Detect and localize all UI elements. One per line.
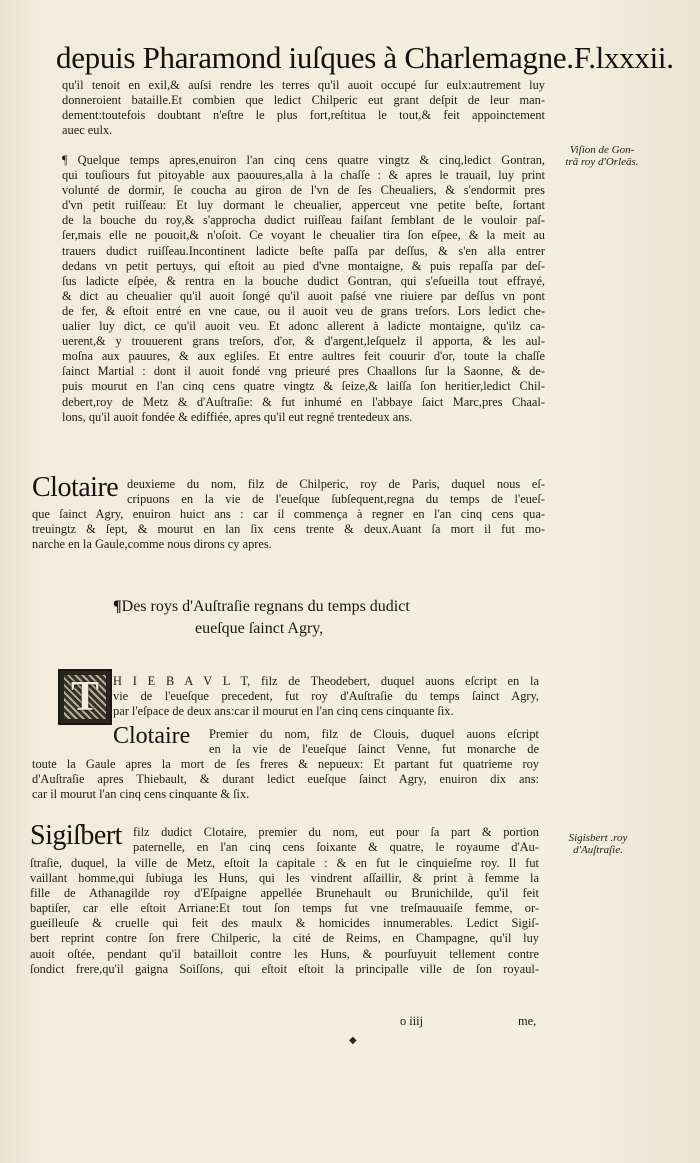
text-line: treuingtz & ſept, & mourut en lan ſix cens trente & deux.Auant ſa mort il fut mo- xyxy=(32,522,545,537)
text-line: ſtraſie, duquel, la ville de Metz, eſtoit la capitale : & en fut le cinquieſme roy. Il fut xyxy=(30,856,539,870)
text-line: ſondict frere,qu'il gaigna Soiſſons, qui eſtoit eſtoit la principalle ville de ſon royaul- xyxy=(30,961,539,976)
section-heading-line2: eueſque ſainct Agry, xyxy=(195,620,324,637)
paragraph-1 xyxy=(62,78,545,138)
text-line: vaillant homme,qui ſubiuga les Huns, qui les vindrent aſſaillir, & print à femme la xyxy=(30,871,539,886)
clotaire2-indented xyxy=(209,727,539,757)
text-line: cripuons en la vie de l'eueſque ſubſequent,regna du temps de l'eueſ- xyxy=(127,492,545,507)
text-line: baptiſer, car elle eſtoit Arriane:Et tout ſon temps fut vne treſmauuaiſe femme, or- xyxy=(30,901,539,916)
text-line: bert reprint contre ſon frere Chilperic, la cité de Reims, en Champagne, qu'il luy xyxy=(30,931,539,946)
text-line: ſus ladicte eſpée, & rentra en la bouche dudict Gontran, qui s'eſueilla tout effrayé, xyxy=(62,273,545,288)
text-line: vie de l'eueſque precedent, fut roy d'Auſtraſie du temps ſainct Agry, xyxy=(113,689,539,704)
text-line: ſer,mais elle ne pouoit,& n'oſoit. Ce voyant le cheualier tira ſon eſpee, & la meit au xyxy=(62,228,545,243)
text-line: d'vn petit ruiſſeau: Et luy dormant le cheualier, apperceut vne petite beſte, ſortant xyxy=(62,198,545,213)
text-line: debert,roy de Metz & d'Auſtraſie: & fut inhumé en l'abbaye ſaict Marc,pres Chaal- xyxy=(62,394,545,409)
text-line: auoit oſtée, pendant qu'il batailloit contre les Huns, & pourſuyuit tellement contre xyxy=(30,946,539,961)
text-line: toute la Gaule apres la mort de ſes freres & nepueux: Et partant fut quatrieme roy xyxy=(32,757,539,771)
text-line: uerent,& y trouuerent grans treſors, d'or, & d'argent,leſquelz il apporta, & les aul- xyxy=(62,334,545,349)
text-line: donneroient bataille.Et combien que ledict Chilperic eut grant deſpit de leur man- xyxy=(62,93,545,108)
text-line: Premier du nom, filz de Clouis, duquel auons eſcript xyxy=(209,727,539,741)
text-line: paternelle, en l'an cinq cens ſoixante & quatre, le royaume d'Au- xyxy=(133,840,539,855)
text-line: qu'il tenoit en exil,& auſsi rendre les terres qu'il auoit occupé ſur eulx:autrement luy xyxy=(62,78,545,92)
text-line: car il mourut l'an cinq cens cinquante & ſix. xyxy=(32,787,250,802)
sigisbert-body xyxy=(30,856,539,977)
text-line: d'Auſtraſie apres Thiebault, & durant ledict eueſque ſainct Agry, enuiron dix ans: xyxy=(32,772,539,787)
margin-note-sigisbert: Sigisbert .roy d'Auſtraſie. xyxy=(568,832,628,856)
text-line: trauers dudict ruiſſeau.Incontinent ladicte beſte paſſa par deſſus, & s'en alla entrer xyxy=(62,243,545,258)
text-line: en la vie de l'eueſque ſainct Venne, fut monarche de xyxy=(209,742,539,757)
text-line: dement:toutefois doubtant n'eſtre le plus fort,reſtitua le tout,& feit appoinctement xyxy=(62,108,545,123)
clotaire-name-heading: Clotaire xyxy=(32,472,119,503)
text-line: que ſainct Agry, enuiron huict ans : car il commença à regner en l'an cinq cens qua- xyxy=(32,507,545,521)
sigisbert-indented xyxy=(133,825,539,855)
text-line: ualier luy dict, ce qu'il auoit veu. Et adonc allerent à ladicte montaigne, qu'ilz ca- xyxy=(62,319,545,334)
paragraph-2 xyxy=(62,153,545,425)
thiebault-paragraph xyxy=(113,674,539,719)
text-line: puis mourut en l'an cinq cens quatre vingtz & ſeize,& laiſſa ſon heritier,ledict Chil- xyxy=(62,379,545,394)
clotaire-name-heading-2: Clotaire xyxy=(113,723,191,749)
section-heading-line1: Des roys d'Auſtraſie regnans du temps dudict xyxy=(121,598,410,615)
sigisbert-name-heading: Sigiſbert xyxy=(30,820,122,851)
text-line: volunté de dormir, ſe coucha au giron de l'vn de ſes Cheualiers, & s'endormit pres xyxy=(62,183,545,198)
text-line: lons, qu'il auoit fondée & ediffiée, apres qu'il eut regné trentedeux ans. xyxy=(62,409,413,424)
text-line: de fer, & eſtoit entré en vne caue, ou il auoit veu de grans treſors. Lors ledict che- xyxy=(62,303,545,318)
text-line: & dict au cheualier qu'il auoit ſongé qu'il auoit paſsé vne riuiere par deſſus vn pont xyxy=(62,288,545,303)
text-line: qui touſiours fut pitoyable aux paouures,alla à la chaſſe : & apres le trauail, luy print xyxy=(62,168,545,183)
clotaire2-body xyxy=(32,757,539,802)
text-line: par l'eſpace de deux ans:car il mourut en l'an cinq cens cinquante ſix. xyxy=(113,704,454,719)
text-line: auec eulx. xyxy=(62,123,113,138)
text-line: de la bouche du roy,& s'approcha dudict ruiſſeau faiſant ſemblant de le vouloir paſ- xyxy=(62,213,545,228)
running-header: depuis Pharamond iuſques à Charlemagne.F.lxxxii. xyxy=(56,40,674,75)
clotaire1-body xyxy=(32,507,545,552)
section-heading xyxy=(113,596,553,640)
text-line: deuxieme du nom, filz de Chilperic, roy de Paris, duquel nous eſ- xyxy=(127,477,545,491)
text-line: moſna aux pauures, & aux egliſes. Et entre aultres feit couurir d'or, toute la chaſſe xyxy=(62,349,545,364)
ornament-icon: ◆ xyxy=(349,1035,357,1046)
text-line: ¶ Quelque temps apres,enuiron l'an cinq cens quatre vingtz & cinq,ledict Gontran, xyxy=(62,153,545,167)
margin-note-vision: Viſion de Gon- trā roy d'Orleās. xyxy=(565,144,639,168)
text-line: ſainct Martial : dont il auoit fondé vng prieuré pres Chaallons ſur la Saonne, & de- xyxy=(62,364,545,379)
text-line: H I E B A V L T, filz de Theodebert, duquel auons eſcript en la xyxy=(113,674,539,688)
text-line: filz dudict Clotaire, premier du nom, eut pour ſa part & portion xyxy=(133,825,539,839)
text-line: gueilleuſe & cruelle qui feit des maulx & homicides innumerables. Ledict Sigiſ- xyxy=(30,916,539,931)
pilcrow-icon: ¶ xyxy=(113,598,122,615)
signature-mark: o iiij xyxy=(400,1014,424,1028)
decorated-initial xyxy=(58,669,112,725)
text-line: narche en la Gaule,comme nous dirons cy apres. xyxy=(32,537,272,552)
text-line: dedans vn petit pertuys, qui eſtoit au pied d'vne montaigne, & puis repaſſa par deſ- xyxy=(62,258,545,273)
clotaire1-indented xyxy=(127,477,545,507)
catchword: me, xyxy=(518,1014,537,1028)
text-line: fille de Athanagilde roy d'Eſpaigne appellée Brunehault ou Brunichilde, qu'il feit xyxy=(30,886,539,901)
initial-letter: T xyxy=(70,674,99,720)
